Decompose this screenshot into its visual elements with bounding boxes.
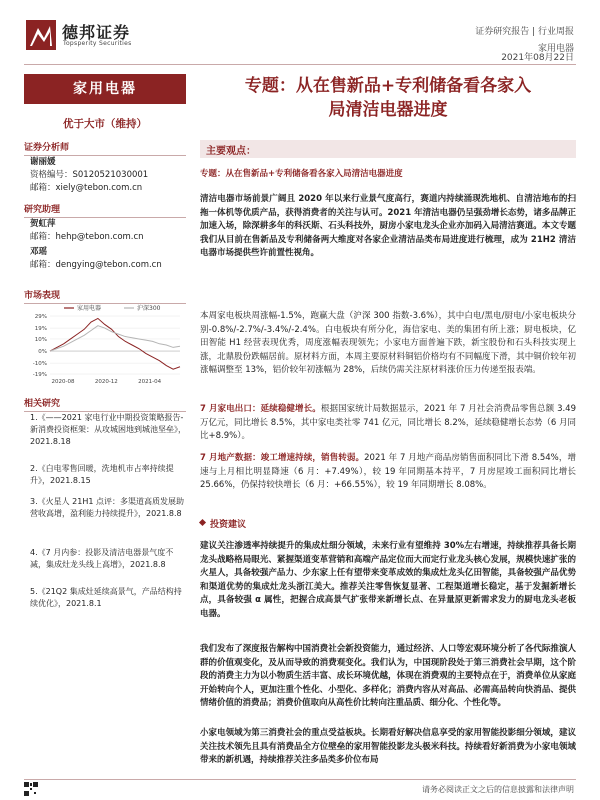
analyst-cert: 资格编号：S0120521030001: [30, 170, 149, 180]
summary-heading: 主要观点：: [206, 146, 256, 157]
y-tick-label: 29%: [34, 314, 47, 320]
rating-label: 优于大市（维持）: [63, 118, 147, 130]
export-heading: 7 月家电出口：延续稳健增长。: [200, 404, 321, 414]
x-tick-label: 2020-12: [94, 379, 118, 385]
assistant2-name: 邓瑶: [30, 247, 48, 257]
related-item-4[interactable]: 4.《7 月内参：投影及清洁电器景气度不减，集成灶龙头线上高增》，2021.8.8: [30, 548, 174, 569]
real-estate-heading: 7 月地产数据：竣工增速持续，销售转弱。: [200, 453, 365, 463]
tebon-logo-icon: [24, 18, 58, 52]
legend-label: 家用电器: [77, 305, 102, 312]
summary-bar: [200, 140, 576, 158]
y-tick-label: 19%: [34, 326, 47, 333]
category-box: 家用电器: [24, 74, 186, 104]
header-divider: [24, 64, 576, 65]
disclaimer-note: 请务必阅读正文之后的信息披露和法律声明: [422, 785, 574, 794]
related-item-2[interactable]: 2.《白电零售回暖，洗地机市占率持续提升》，2021.8.15: [30, 464, 174, 485]
title-line-2: 局清洁电器进度: [328, 100, 448, 120]
market-performance-chart: [24, 302, 186, 388]
related-item-3[interactable]: 3.《火星人 21H1 点评：多渠道高质发展助营收高增，盈利能力持续提升》，2021.8.8: [30, 497, 185, 518]
paragraph-market-outlook: 清洁电器市场前景广阔且 2020 年以来行业景气度高行，赛道内持续涌现洗地机、自清洁地布的扫拖一体机等优质产品，获得消费者的关注与认可。2021 年清洁电器仍呈强劲增长态势，诸多品牌正加速入场，除深耕多年的科沃斯、石头科技外，厨房小家电龙头企业亦加码入局清洁赛道。本文专题我们从目前在售新品及专利储备两大维度对各家企业清洁品类布局进度进行梳理，成为 21H2 清洁电器市场提供些许前置性视角。: [200, 194, 576, 258]
related-item-1[interactable]: 1.《——2021 家电行业中期投资策略报告-新消费投资框架：从攻城困地到城池坚垒》，2021.8.18: [30, 413, 186, 446]
report-type: 证券研究报告 | 行业周报: [475, 27, 574, 37]
paragraph-export: [200, 403, 576, 444]
analyst-heading: 证券分析师: [24, 140, 186, 156]
report-title: [200, 74, 576, 122]
assistant1-name: 贺虹萍: [30, 219, 56, 229]
bullet-diamond-icon: [199, 519, 206, 526]
x-tick-label: 2021-04: [138, 379, 162, 385]
invest-heading: 投资建议: [210, 520, 247, 530]
logo-chinese-name: 德邦证券: [62, 23, 131, 42]
title-line-1: 专题：从在售新品+专利储备看各家入: [244, 76, 532, 96]
export-text: 根据国家统计局数据显示，2021 年 7 月社会消费品零售总额 3.49 万亿元，同比增长 8.5%，其中家电类社零 741 亿元，同比增长 8.2%，延续稳健增长态势（6 月同比+8.9%）。: [200, 404, 576, 441]
paragraph-invest-3: 小家电领域为第三消费社会的重点受益板块。长期看好解决信息享受的家用智能投影细分领域，建议关注技术领先且具有消费品全方位壁垒的家用智能投影龙头极米科技。持续看好新消费为小家电领域带来的新机遇，持续推荐关注多品类多价位布局: [200, 728, 576, 765]
topic-line: 专题：从在售新品+专利储备看各家入局清洁电器进度: [200, 169, 403, 179]
footer-divider: [24, 779, 576, 780]
paragraph-invest-2: 我们发布了深度报告解构中国消费社会新投资能力，通过经济、人口等宏观环境分析了各代际推演人群的价值观变化，及从而导致的消费观变化。我们认为，中国现阶段处于第三消费社会早期，这个阶段的消费主力为以小物质生活丰富、成长环境优越，体现在消费观的主要特点在于，消费单位从家庭开始转向个人，更加注重个性化、小型化、多样化；消费内容从对高品、必需高品转向快消品、提供情绪价值的消费品；消费价值取向从高性价比转向注重品质、细分化、个性化等。: [200, 644, 576, 708]
related-item-5[interactable]: 5.《21Q2 集成灶延续高景气，产品结构持续优化》，2021.8.1: [30, 587, 182, 608]
y-tick-label: -19%: [32, 372, 47, 378]
related-heading: 相关研究: [24, 396, 186, 412]
assistant-heading: 研究助理: [24, 202, 186, 218]
series-line: [50, 326, 180, 351]
paragraph-weekly-review: 本周家电板块周涨幅-1.5%，跑赢大盘（沪深 300 指数-3.6%），其中白电/黑电/厨电/小家电板块分别-0.8%/-2.7%/-3.4%/-2.4%。白电板块有所分化，海信家电、美的集团有所上涨；厨电板块，亿田智能 H1 经营表现优秀，周度涨幅表现领先；小家电方面普遍下跌，新宝股份和石头科技实现上涨，北鼎股份跌幅居前。原材料方面，本周主要原材料铜铝价格均有不同幅度下滑，其中铜价较年初涨幅调整至 13%，铝价较年初涨幅为 28%，后续仍需关注原材料涨价压力传递至报表端。: [200, 311, 576, 375]
analyst-email[interactable]: 邮箱：xiely@tebon.com.cn: [30, 183, 143, 193]
paragraph-real-estate: [200, 452, 576, 493]
analyst-name: 谢丽媛: [30, 157, 56, 167]
x-tick-label: 2020-08: [51, 379, 75, 385]
legend-label: 沪深300: [137, 305, 161, 312]
report-date: 2021年08月22日: [501, 53, 574, 63]
real-estate-text: 2021 年 7 月地产商品房销售面积同比下滑 8.54%，增速与上月相比明显降速（6 月：+7.49%），较 19 年同期基本持平，7 月房屋竣工面积同比增长 25.66%，仍保持较快增长（6 月：+66.55%），较 19 年同期增长 8.08%。: [200, 453, 576, 490]
assistant2-email[interactable]: 邮箱：dengying@tebon.com.cn: [30, 260, 162, 270]
y-tick-label: 10%: [34, 336, 47, 343]
paragraph-invest-1: 建议关注渗透率持续提升的集成灶细分领域，未来行业有望维持 30%左右增速，持续推荐具备长期龙头战略格局眼光、紧握渠道变革营销和高端产品定位而大而定行业龙头核心发展，规模快速扩张的火星人，具备较强产品力、少东家上任有望带来变革成效的集成灶龙头亿田智能，具备较强产品优势和渠道优势的集成灶龙头浙江美大。推荐关注零售恢复显著、工程渠道增长稳定，基于发掘新增长点，具备较强 α 属性，把握合成高景气扩张带来新增长点、在异量原更新需求发力的厨电龙头老板电器。: [200, 541, 576, 619]
market-heading: 市场表现: [24, 288, 186, 304]
y-tick-label: -10%: [32, 361, 47, 368]
qr-code-icon: [24, 782, 38, 796]
y-tick-label: 0%: [38, 349, 47, 356]
logo-english-name: Topsperity Securities: [63, 40, 132, 47]
assistant1-email[interactable]: 邮箱：hehp@tebon.com.cn: [30, 232, 144, 242]
industry-name: 家用电器: [537, 44, 574, 54]
